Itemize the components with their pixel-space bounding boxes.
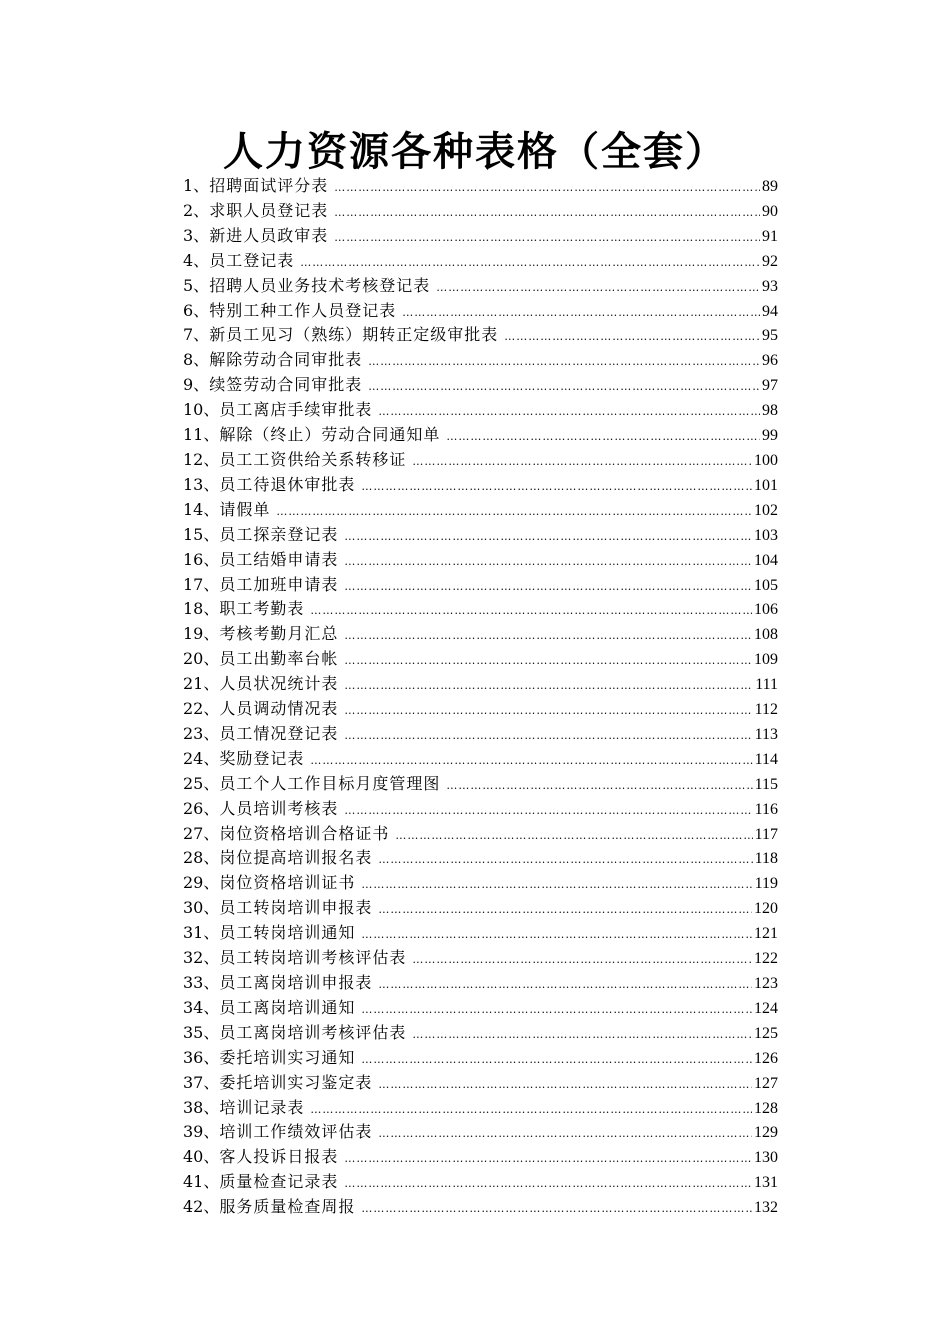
toc-entry-title: 员工出勤率台帐: [219, 649, 339, 669]
dot-leader: [300, 251, 760, 274]
dot-leader: [361, 923, 752, 946]
toc-entry-title: 新进人员政审表: [209, 225, 329, 245]
toc-entry[interactable]: [183, 249, 778, 274]
toc-entry[interactable]: [183, 523, 778, 548]
toc-entry-number: 40、: [183, 1147, 220, 1167]
toc-entry[interactable]: [183, 174, 778, 199]
toc-entry[interactable]: [183, 1096, 778, 1121]
toc-entry-title: 员工结婚申请表: [219, 549, 339, 569]
toc-entry-page-number: 90: [762, 202, 778, 220]
toc-entry-number: 31、: [183, 923, 220, 943]
toc-entry-page-number: 130: [754, 1149, 778, 1167]
dot-leader: [402, 301, 760, 324]
dot-leader: [310, 599, 752, 622]
toc-entry-title: 委托培训实习通知: [219, 1047, 356, 1067]
toc-entry-page-number: 118: [754, 850, 778, 868]
toc-entry[interactable]: [183, 498, 778, 523]
toc-entry-number: 28、: [183, 848, 220, 868]
toc-entry-title: 员工离店手续审批表: [219, 400, 373, 420]
toc-entry-number: 3、: [183, 225, 210, 245]
toc-entry[interactable]: [183, 348, 778, 373]
toc-entry[interactable]: [183, 1145, 778, 1170]
toc-entry-title: 考核考勤月汇总: [219, 624, 339, 644]
toc-entry-number: 5、: [183, 275, 210, 295]
dot-leader: [344, 525, 752, 548]
toc-entry-page-number: 120: [754, 900, 778, 918]
dot-leader: [344, 674, 753, 697]
toc-entry[interactable]: [183, 772, 778, 797]
toc-entry[interactable]: [183, 597, 778, 622]
toc-entry-title: 委托培训实习鉴定表: [219, 1072, 373, 1092]
toc-entry-number: 19、: [183, 624, 220, 644]
toc-entry-number: 38、: [183, 1097, 220, 1117]
toc-entry-page-number: 109: [754, 651, 778, 669]
toc-entry-page-number: 105: [754, 576, 778, 594]
toc-entry[interactable]: [183, 323, 778, 348]
toc-entry-number: 29、: [183, 873, 220, 893]
toc-entry[interactable]: [183, 747, 778, 772]
dot-leader: [368, 375, 760, 398]
toc-entry-page-number: 115: [754, 775, 778, 793]
toc-entry-number: 18、: [183, 599, 220, 619]
toc-entry-number: 23、: [183, 723, 220, 743]
toc-entry[interactable]: [183, 448, 778, 473]
dot-leader: [344, 649, 752, 672]
toc-entry-number: 14、: [183, 499, 220, 519]
toc-entry[interactable]: [183, 996, 778, 1021]
dot-leader: [334, 226, 760, 249]
toc-entry-page-number: 131: [754, 1174, 778, 1192]
dot-leader: [344, 1172, 752, 1195]
dot-leader: [344, 1147, 752, 1170]
toc-entry-page-number: 102: [754, 501, 778, 519]
toc-entry-title: 员工离岗培训申报表: [219, 973, 373, 992]
toc-entry-title: 人员培训考核表: [219, 798, 339, 818]
toc-entry-title: 特别工种工作人员登记表: [209, 300, 397, 320]
toc-entry-number: 6、: [183, 300, 210, 320]
toc-entry-number: 34、: [183, 997, 220, 1017]
toc-entry-title: 质量检查记录表: [219, 1172, 339, 1192]
toc-entry-number: 8、: [183, 350, 210, 370]
toc-entry[interactable]: [183, 622, 778, 647]
toc-entry[interactable]: [183, 1021, 778, 1046]
toc-entry-page-number: 91: [762, 227, 778, 245]
toc-entry-page-number: 99: [762, 427, 778, 445]
toc-entry-title: 员工离岗培训通知: [219, 997, 356, 1017]
toc-entry-page-number: 122: [754, 950, 778, 968]
dot-leader: [436, 276, 760, 299]
toc-entry[interactable]: [183, 1195, 778, 1220]
toc-entry[interactable]: [183, 274, 778, 299]
toc-entry-number: 27、: [183, 823, 220, 843]
dot-leader: [334, 201, 760, 224]
toc-entry-number: 32、: [183, 948, 220, 968]
table-of-contents: [183, 174, 778, 1220]
toc-entry[interactable]: [183, 373, 778, 398]
toc-entry-title: 员工个人工作目标月度管理图: [219, 773, 441, 793]
toc-entry[interactable]: [183, 423, 778, 448]
toc-entry-title: 请假单: [219, 499, 271, 519]
toc-entry[interactable]: [183, 1170, 778, 1195]
toc-entry-title: 招聘人员业务技术考核登记表: [209, 275, 431, 295]
toc-entry-title: 岗位提高培训报名表: [219, 848, 373, 868]
toc-entry-number: 42、: [183, 1197, 220, 1217]
toc-entry-page-number: 112: [754, 701, 778, 719]
toc-entry-page-number: 129: [754, 1124, 778, 1142]
toc-entry[interactable]: [183, 647, 778, 672]
toc-entry-title: 员工离岗培训考核评估表: [219, 1022, 407, 1042]
toc-entry-title: 员工情况登记表: [219, 723, 339, 743]
dot-leader: [446, 425, 760, 448]
dot-leader: [412, 948, 752, 971]
toc-entry[interactable]: [183, 224, 778, 249]
toc-entry[interactable]: [183, 672, 778, 697]
toc-entry-page-number: 100: [754, 451, 778, 469]
toc-entry-page-number: 125: [754, 1024, 778, 1042]
dot-leader: [378, 400, 760, 423]
toc-entry[interactable]: [183, 398, 778, 423]
document-title: 人力资源各种表格（全套）: [223, 128, 727, 175]
toc-entry-title: 解除劳动合同审批表: [209, 350, 363, 370]
toc-entry-number: 25、: [183, 773, 220, 793]
toc-entry-title: 新员工见习（熟练）期转正定级审批表: [209, 325, 499, 345]
dot-leader: [310, 749, 752, 772]
toc-entry[interactable]: [183, 573, 778, 598]
toc-entry-page-number: 116: [754, 800, 778, 818]
dot-leader: [361, 475, 752, 498]
toc-entry-page-number: 104: [754, 551, 778, 569]
toc-entry-page-number: 119: [754, 875, 778, 893]
toc-entry[interactable]: [183, 199, 778, 224]
toc-entry-title: 续签劳动合同审批表: [209, 375, 363, 395]
toc-entry-title: 求职人员登记表: [209, 200, 329, 220]
toc-entry-page-number: 111: [755, 676, 778, 694]
toc-entry-page-number: 94: [762, 302, 778, 320]
toc-entry[interactable]: [183, 1071, 778, 1096]
toc-entry-number: 22、: [183, 699, 220, 719]
dot-leader: [344, 624, 752, 647]
toc-entry-page-number: 117: [754, 825, 778, 843]
toc-entry-title: 职工考勤表: [219, 599, 305, 619]
toc-entry-number: 20、: [183, 649, 220, 669]
toc-entry-page-number: 114: [754, 750, 778, 768]
toc-entry-title: 员工转岗培训申报表: [219, 898, 373, 918]
toc-entry-page-number: 101: [754, 476, 778, 494]
toc-entry-number: 10、: [183, 400, 220, 420]
toc-entry-title: 员工转岗培训通知: [219, 923, 356, 943]
toc-entry-number: 2、: [183, 200, 210, 220]
toc-entry[interactable]: [183, 722, 778, 747]
toc-entry-number: 16、: [183, 549, 220, 569]
toc-entry[interactable]: [183, 946, 778, 971]
toc-entry-title: 员工加班申请表: [219, 574, 339, 594]
dot-leader: [310, 1098, 752, 1121]
dot-leader: [276, 500, 752, 523]
dot-leader: [378, 973, 752, 996]
toc-entry-page-number: 92: [762, 252, 778, 270]
dot-leader: [344, 699, 752, 722]
toc-entry[interactable]: [183, 921, 778, 946]
toc-entry-page-number: 98: [762, 402, 778, 420]
dot-leader: [334, 176, 760, 199]
dot-leader: [344, 575, 752, 598]
dot-leader: [412, 1023, 752, 1046]
toc-entry-title: 人员调动情况表: [219, 699, 339, 719]
toc-entry-page-number: 93: [762, 277, 778, 295]
dot-leader: [378, 1122, 752, 1145]
toc-entry-number: 35、: [183, 1022, 220, 1042]
toc-entry-page-number: 124: [754, 999, 778, 1017]
toc-entry-page-number: 103: [754, 526, 778, 544]
toc-entry-number: 7、: [183, 325, 210, 345]
dot-leader: [361, 1197, 752, 1220]
toc-entry-title: 员工工资供给关系转移证: [219, 449, 407, 469]
toc-entry[interactable]: [183, 1120, 778, 1145]
toc-entry[interactable]: [183, 971, 778, 996]
toc-entry[interactable]: [183, 896, 778, 921]
toc-entry-number: 33、: [183, 973, 220, 992]
toc-entry-number: 1、: [183, 176, 210, 195]
toc-entry-number: 9、: [183, 375, 210, 395]
toc-entry-number: 12、: [183, 449, 220, 469]
toc-entry-page-number: 127: [754, 1074, 778, 1092]
toc-entry-number: 41、: [183, 1172, 220, 1192]
toc-entry-number: 36、: [183, 1047, 220, 1067]
toc-entry-number: 21、: [183, 674, 220, 694]
toc-entry-page-number: 89: [762, 178, 778, 195]
toc-entry-title: 员工探亲登记表: [219, 524, 339, 544]
toc-entry-page-number: 126: [754, 1049, 778, 1067]
toc-entry-title: 培训记录表: [219, 1097, 305, 1117]
toc-entry[interactable]: [183, 846, 778, 871]
dot-leader: [378, 898, 752, 921]
toc-entry-number: 13、: [183, 474, 220, 494]
dot-leader: [368, 350, 760, 373]
toc-entry-page-number: 95: [762, 327, 778, 345]
toc-entry-number: 11、: [183, 425, 220, 445]
toc-entry[interactable]: [183, 822, 778, 847]
toc-entry-number: 26、: [183, 798, 220, 818]
toc-entry-title: 客人投诉日报表: [219, 1147, 339, 1167]
toc-entry-number: 24、: [183, 748, 220, 768]
toc-entry-title: 奖励登记表: [219, 748, 305, 768]
toc-entry[interactable]: [183, 697, 778, 722]
toc-entry-number: 15、: [183, 524, 220, 544]
dot-leader: [361, 998, 752, 1021]
toc-entry[interactable]: [183, 473, 778, 498]
dot-leader: [412, 450, 752, 473]
dot-leader: [361, 873, 752, 896]
toc-entry-page-number: 96: [762, 352, 778, 370]
toc-entry-title: 人员状况统计表: [219, 674, 339, 694]
dot-leader: [446, 774, 752, 797]
toc-entry[interactable]: [183, 548, 778, 573]
toc-entry[interactable]: [183, 871, 778, 896]
toc-entry-page-number: 108: [754, 626, 778, 644]
toc-entry-page-number: 121: [754, 925, 778, 943]
toc-entry-title: 员工转岗培训考核评估表: [219, 948, 407, 968]
toc-entry-page-number: 123: [754, 975, 778, 992]
toc-entry-page-number: 106: [754, 601, 778, 619]
dot-leader: [504, 325, 760, 348]
toc-entry-title: 员工待退休审批表: [219, 474, 356, 494]
dot-leader: [378, 848, 752, 871]
dot-leader: [344, 799, 752, 822]
toc-entry-number: 4、: [183, 250, 210, 270]
toc-entry-title: 解除（终止）劳动合同通知单: [219, 425, 441, 445]
toc-entry-title: 岗位资格培训合格证书: [219, 823, 390, 843]
toc-entry-title: 员工登记表: [209, 250, 295, 270]
dot-leader: [395, 824, 752, 847]
dot-leader: [378, 1073, 752, 1096]
toc-entry-page-number: 97: [762, 377, 778, 395]
toc-entry-number: 17、: [183, 574, 220, 594]
toc-entry-page-number: 128: [754, 1099, 778, 1117]
toc-entry-page-number: 132: [754, 1199, 778, 1217]
toc-entry-number: 30、: [183, 898, 220, 918]
dot-leader: [361, 1048, 752, 1071]
toc-entry-number: 39、: [183, 1122, 220, 1142]
toc-entry-title: 服务质量检查周报: [219, 1197, 356, 1217]
toc-entry[interactable]: [183, 299, 778, 324]
toc-entry-title: 招聘面试评分表: [209, 176, 329, 195]
toc-entry[interactable]: [183, 797, 778, 822]
toc-entry[interactable]: [183, 1046, 778, 1071]
toc-entry-title: 岗位资格培训证书: [219, 873, 356, 893]
toc-entry-number: 37、: [183, 1072, 220, 1092]
toc-entry-page-number: 113: [754, 725, 778, 743]
dot-leader: [344, 724, 752, 747]
dot-leader: [344, 550, 752, 573]
toc-entry-title: 培训工作绩效评估表: [219, 1122, 373, 1142]
